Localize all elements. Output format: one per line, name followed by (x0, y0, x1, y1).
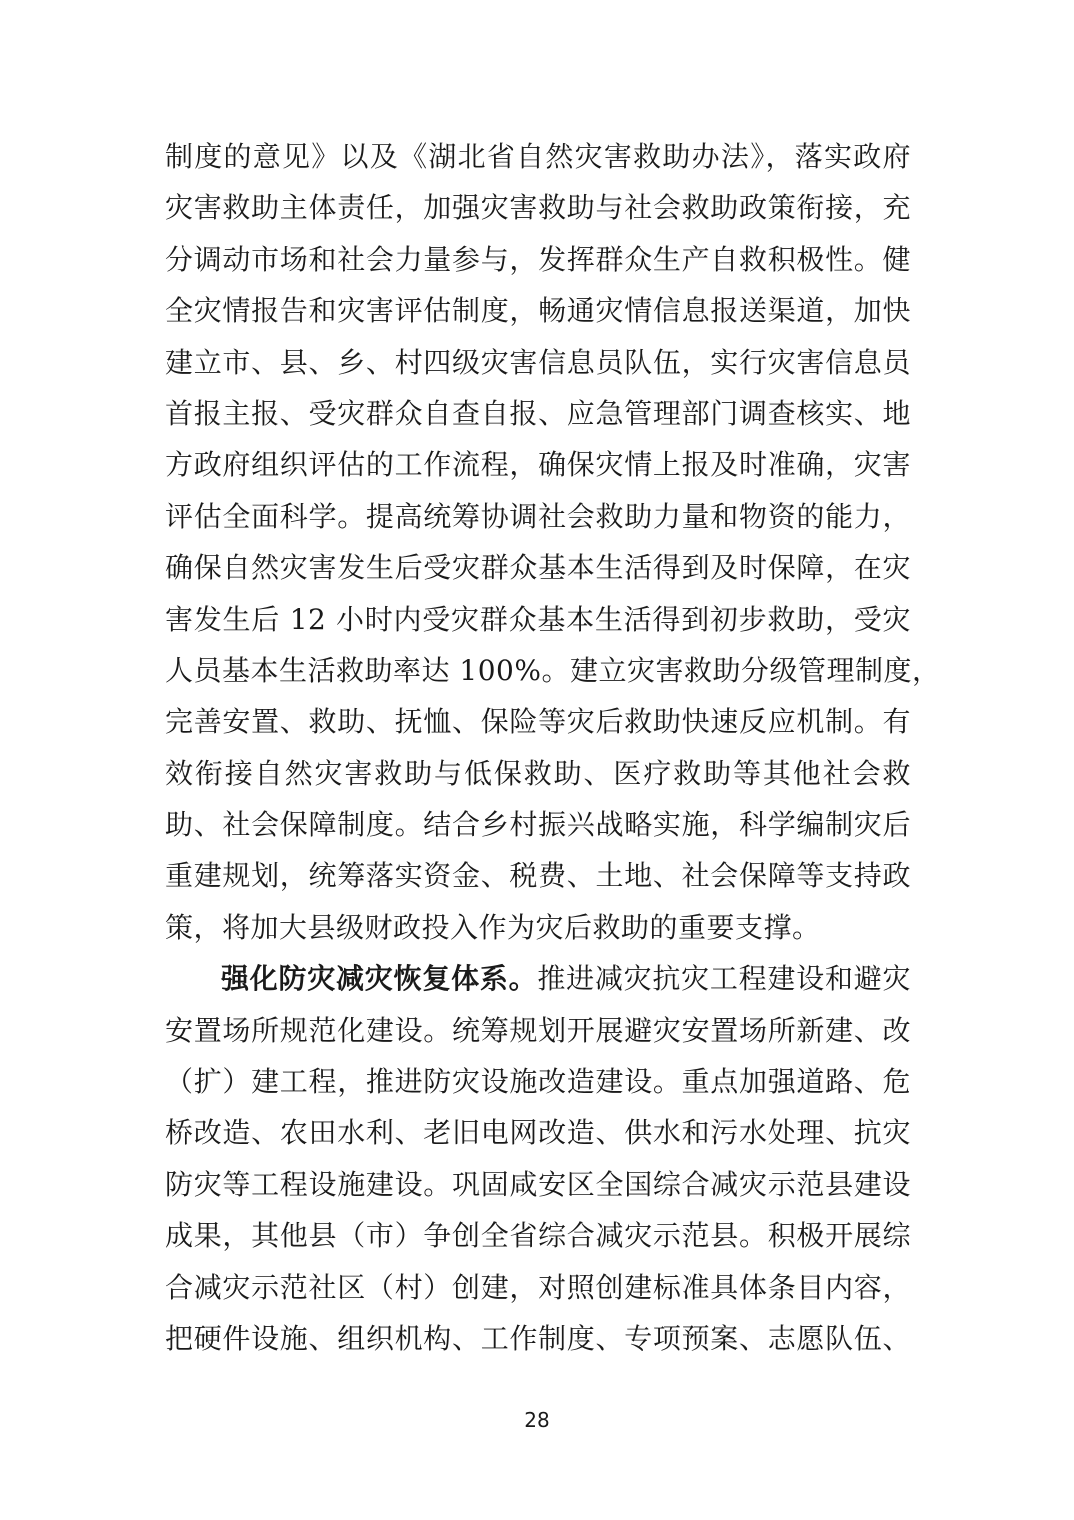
text-line: 全灾情报告和灾害评估制度，畅通灾情信息报送渠道，加快 (165, 294, 911, 328)
text-line: 策，将加大县级财政投入作为灾后救助的重要支撑。 (165, 910, 821, 944)
text-line: 制度的意见》以及《湖北省自然灾害救助办法》，落实政府 (165, 140, 911, 173)
text-line: （扩）建工程，推进防灾设施改造建设。重点加强道路、危 (165, 1065, 911, 1099)
paragraph-lead-heading: 强化防灾减灾恢复体系。 (221, 962, 538, 996)
text-line: 确保自然灾害发生后受灾群众基本生活得到及时保障，在灾 (165, 551, 911, 585)
text-line: 效衔接自然灾害救助与低保救助、医疗救助等其他社会救 (165, 756, 911, 790)
text-line (165, 953, 911, 1004)
text-line: 人员基本生活救助率达 100%。建立灾害救助分级管理制度， (165, 653, 941, 687)
text-line: 害发生后 12 小时内受灾群众基本生活得到初步救助，受灾 (165, 602, 911, 636)
text-line: 建立市、县、乡、村四级灾害信息员队伍，实行灾害信息员 (165, 345, 911, 379)
text-line: 首报主报、受灾群众自查自报、应急管理部门调查核实、地 (165, 396, 911, 430)
text-line: 桥改造、农田水利、老旧电网改造、供水和污水处理、抗灾 (165, 1116, 911, 1150)
text-line: 完善安置、救助、抚恤、保险等灾后救助快速反应机制。有 (165, 705, 911, 739)
text-line: 方政府组织评估的工作流程，确保灾情上报及时准确，灾害 (165, 448, 911, 482)
text-line: 重建规划，统筹落实资金、税费、土地、社会保障等支持政 (165, 859, 911, 893)
text-line: 合减灾示范社区（村）创建，对照创建标准具体条目内容， (165, 1270, 911, 1304)
text-line: 成果，其他县（市）争创全省综合减灾示范县。积极开展综 (165, 1219, 911, 1253)
text-line: 把硬件设施、组织机构、工作制度、专项预案、志愿队伍、 (165, 1321, 911, 1355)
body-text (165, 131, 941, 1364)
page-number: 28 (524, 1408, 550, 1432)
text-line: 防灾等工程设施建设。巩固咸安区全国综合减灾示范县建设 (165, 1167, 911, 1201)
text-line: 安置场所规范化建设。统筹规划开展避灾安置场所新建、改 (165, 1013, 911, 1047)
text-line: 分调动市场和社会力量参与，发挥群众生产自救积极性。健 (165, 242, 911, 276)
text-line-rest: 推进减灾抗灾工程建设和避灾 (537, 962, 911, 996)
text-line: 灾害救助主体责任，加强灾害救助与社会救助政策衔接，充 (165, 191, 911, 225)
paragraph-disaster-relief (165, 131, 941, 953)
paragraph-recovery-system (165, 953, 911, 1364)
text-line: 评估全面科学。提高统筹协调社会救助力量和物资的能力， (165, 499, 911, 533)
text-line: 助、社会保障制度。结合乡村振兴战略实施，科学编制灾后 (165, 808, 911, 842)
